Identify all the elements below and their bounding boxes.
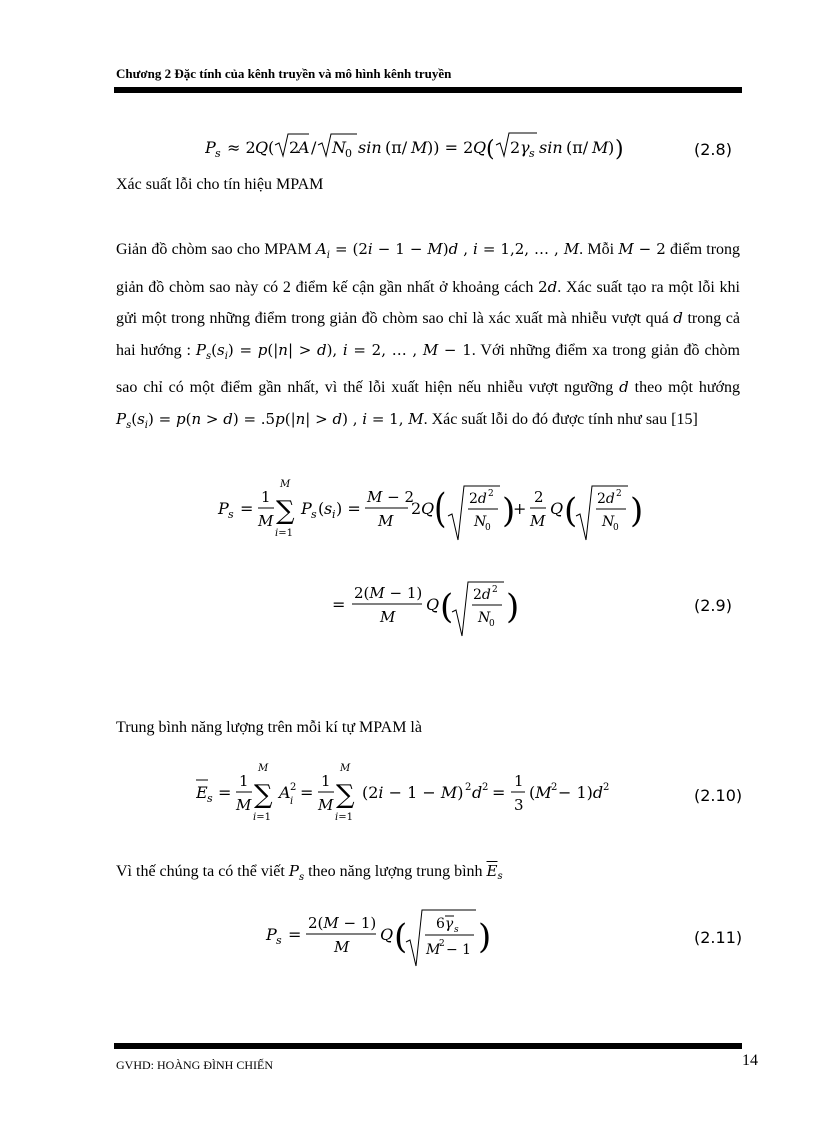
paragraph-text: theo một hướng (628, 379, 740, 396)
svg-text:M: M (380, 608, 396, 626)
svg-text:M: M (334, 938, 350, 956)
svg-text:0: 0 (613, 523, 619, 533)
svg-text:N: N (478, 610, 491, 626)
svg-text:(: ( (564, 491, 578, 531)
footer-advisor: GVHD: HOÀNG ĐÌNH CHIẾN (116, 1058, 273, 1072)
svg-text:2: 2 (551, 782, 558, 793)
svg-text:2d: 2d (473, 587, 491, 603)
svg-text:6γ: 6γ (436, 916, 454, 932)
svg-text:N: N (474, 514, 487, 530)
svg-text:(: ( (434, 484, 447, 532)
equation-number-2-10: (2.10) (694, 786, 743, 805)
svg-text:2: 2 (492, 585, 498, 595)
svg-text:∑: ∑ (336, 780, 355, 810)
svg-text:P: P (205, 138, 216, 157)
svg-text:3: 3 (514, 796, 524, 814)
svg-text:sin: sin (358, 138, 382, 157)
svg-text:(2i − 1 − M): (2i − 1 − M) (362, 783, 464, 802)
svg-text:): ) (506, 587, 520, 627)
energy-intro: Trung bình năng lượng trên mỗi kí tự MPAM là (116, 719, 422, 736)
svg-text:i: i (332, 508, 336, 521)
svg-text:Q: Q (550, 499, 564, 518)
equation-2-10 (196, 760, 636, 830)
svg-text:2: 2 (616, 489, 622, 499)
equation-2-9-line2 (332, 572, 532, 642)
svg-text:Q: Q (426, 595, 440, 614)
svg-text:A: A (298, 138, 310, 157)
svg-text:2: 2 (290, 782, 297, 793)
svg-text:+: + (513, 499, 527, 518)
svg-text:): ) (615, 137, 624, 162)
svg-text:2: 2 (439, 939, 445, 949)
svg-text:=: = (240, 499, 254, 518)
mpam-error-heading: Xác suất lỗi cho tín hiệu MPAM (116, 176, 324, 193)
svg-text:2: 2 (510, 138, 521, 157)
svg-text:M: M (258, 763, 269, 774)
svg-text:2(M − 1): 2(M − 1) (354, 584, 423, 602)
rewrite-text: theo năng lượng trung bình (304, 863, 487, 880)
svg-text:− 1)d: − 1)d (558, 783, 604, 802)
svg-text:1: 1 (514, 772, 524, 790)
svg-text:s: s (529, 147, 535, 160)
equation-number-2-9: (2.9) (694, 596, 732, 615)
svg-text:2: 2 (465, 782, 472, 793)
svg-text:P: P (266, 925, 277, 944)
svg-text:): ) (502, 491, 516, 531)
svg-text:): ) (630, 491, 644, 531)
svg-text:2: 2 (289, 138, 300, 157)
svg-text:M: M (426, 942, 441, 958)
svg-text:): ) (478, 917, 492, 957)
svg-text:(: ( (268, 138, 275, 157)
svg-text:=: = (288, 925, 302, 944)
svg-text:2d: 2d (469, 491, 487, 507)
svg-text:2: 2 (534, 488, 544, 506)
svg-text:=: = (218, 783, 232, 802)
svg-text:M: M (280, 479, 291, 490)
svg-text:2: 2 (482, 782, 489, 793)
svg-text:M: M (530, 512, 546, 530)
svg-text:i=1: i=1 (253, 812, 271, 823)
svg-text:(: ( (394, 917, 408, 957)
svg-text:1: 1 (261, 488, 271, 506)
svg-text:s: s (324, 499, 333, 518)
svg-text:Q: Q (473, 138, 487, 157)
svg-text:2: 2 (603, 782, 610, 793)
rewrite-intro: Vì thế chúng ta có thể viết $P_s$ theo năng lượng trung bình $\overline{E}s$ (116, 862, 503, 883)
svg-text:i=1: i=1 (275, 528, 293, 539)
svg-text:(π/: (π/ (566, 138, 589, 157)
svg-text:∑: ∑ (254, 780, 273, 810)
svg-text:− 1: − 1 (446, 942, 472, 958)
svg-text:M: M (411, 138, 428, 157)
paragraph-text: trong cả hai hướng : (116, 310, 740, 359)
svg-text:2: 2 (411, 499, 422, 518)
svg-text:): ) (608, 138, 615, 157)
svg-text:M − 2: M − 2 (367, 488, 415, 506)
svg-text:(M: (M (529, 783, 552, 802)
paragraph-text: Giản đồ chòm sao cho MPAM (116, 241, 316, 258)
svg-text:N: N (602, 514, 615, 530)
svg-text:M: M (318, 796, 334, 814)
equation-2-8 (205, 128, 645, 168)
page-number: 14 (742, 1052, 758, 1069)
paragraph-text: . Với những điểm xa trong giản đồ chòm sao chỉ có một điểm gần nhất, vì thế lỗi xuất hiện nếu nhiễu vượt ngưỡng (116, 341, 741, 396)
svg-text:d: d (472, 783, 483, 802)
equation-2-9-line1 (212, 476, 652, 552)
paragraph-text: điểm trong giản đồ chòm sao này có 2 điểm kế cận gần nhất ở khoảng cách (116, 241, 741, 296)
svg-text:2d: 2d (597, 491, 615, 507)
svg-text:) =: ) = (336, 499, 361, 518)
svg-text:s: s (215, 147, 221, 160)
svg-text:(π/: (π/ (385, 138, 408, 157)
svg-text:i=1: i=1 (335, 812, 353, 823)
svg-text:N: N (332, 138, 346, 157)
svg-text:i: i (290, 796, 294, 807)
svg-text:s: s (311, 508, 317, 521)
svg-text:/: / (311, 138, 317, 157)
svg-text:Q: Q (421, 499, 435, 518)
svg-text:A: A (279, 783, 291, 802)
svg-text:sin: sin (539, 138, 563, 157)
svg-text:s: s (276, 934, 282, 947)
mpam-paragraph: Giản đồ chòm sao cho MPAM $A_i = (2i - 1 - M)d$ , i = 1,2, … , M. Mỗi M − 2 điểm trong giản đồ chòm sao này có 2 điểm kế cận gần nhất ở khoảng cách 2d. Xác suất tạo ra một lỗi khi gửi một trong những điểm trong giản đồ chòm sao chỉ là xác xuất mà nhiễu vượt quá d trong cả hai hướng : $P_s(s_i) = p(|n| > d)$, i = 2, … , M − 1. Với những điểm xa trong giản đồ chòm sao chỉ có một điểm gần nhất, vì thế lỗi xuất hiện nếu nhiễu vượt ngưỡng d theo một hướng $P_s(s_i) = p(n > d) = .5p(|n| > d)$ , i = 1, M. Xác suất lỗi do đó được tính như sau [15] (116, 240, 741, 431)
svg-text:=: = (492, 783, 506, 802)
svg-text:M: M (236, 796, 252, 814)
svg-text:=: = (300, 783, 314, 802)
svg-text:(: ( (486, 137, 495, 162)
svg-text:0: 0 (485, 523, 491, 533)
svg-text:P: P (301, 499, 312, 518)
svg-text:1: 1 (321, 772, 331, 790)
svg-text:2: 2 (488, 489, 494, 499)
svg-text:≈ 2: ≈ 2 (227, 138, 256, 157)
svg-text:1: 1 (239, 772, 249, 790)
svg-text:M: M (378, 512, 394, 530)
svg-text:s: s (228, 508, 234, 521)
svg-text:2(M − 1): 2(M − 1) (308, 914, 377, 932)
svg-text:)) = 2: )) = 2 (427, 138, 474, 157)
rewrite-text: Vì thế chúng ta có thể viết (116, 863, 289, 880)
svg-text:0: 0 (345, 147, 352, 160)
svg-text:P: P (218, 499, 229, 518)
header-rule (114, 87, 742, 93)
svg-text:=: = (332, 595, 346, 614)
paragraph-text: . Mỗi (579, 241, 619, 258)
svg-text:s: s (454, 925, 459, 935)
svg-text:0: 0 (489, 619, 495, 629)
equation-2-11 (262, 900, 502, 976)
footer-rule (114, 1043, 742, 1049)
equation-number-2-8: (2.8) (694, 140, 732, 159)
svg-text:M: M (592, 138, 609, 157)
svg-text:M: M (258, 512, 274, 530)
svg-text:(: ( (440, 587, 454, 627)
paragraph-text: . Xác suất tạo ra một lỗi khi gửi một trong những điểm trong giản đồ chòm sao chỉ là xác xuất mà nhiễu vượt quá (116, 278, 741, 327)
svg-text:Q: Q (380, 925, 394, 944)
chapter-header: Chương 2 Đặc tính của kênh truyền và mô hình kênh truyền (116, 66, 452, 81)
svg-text:∑: ∑ (276, 496, 295, 526)
svg-text:E: E (196, 783, 208, 802)
svg-text:s: s (207, 792, 213, 805)
paragraph-text: . Xác suất lỗi do đó được tính như sau [15] (423, 410, 698, 428)
svg-text:M: M (340, 763, 351, 774)
svg-text:Q: Q (255, 138, 269, 157)
svg-text:(: ( (318, 499, 325, 518)
svg-text:γ: γ (520, 138, 530, 157)
equation-number-2-11: (2.11) (694, 928, 743, 947)
